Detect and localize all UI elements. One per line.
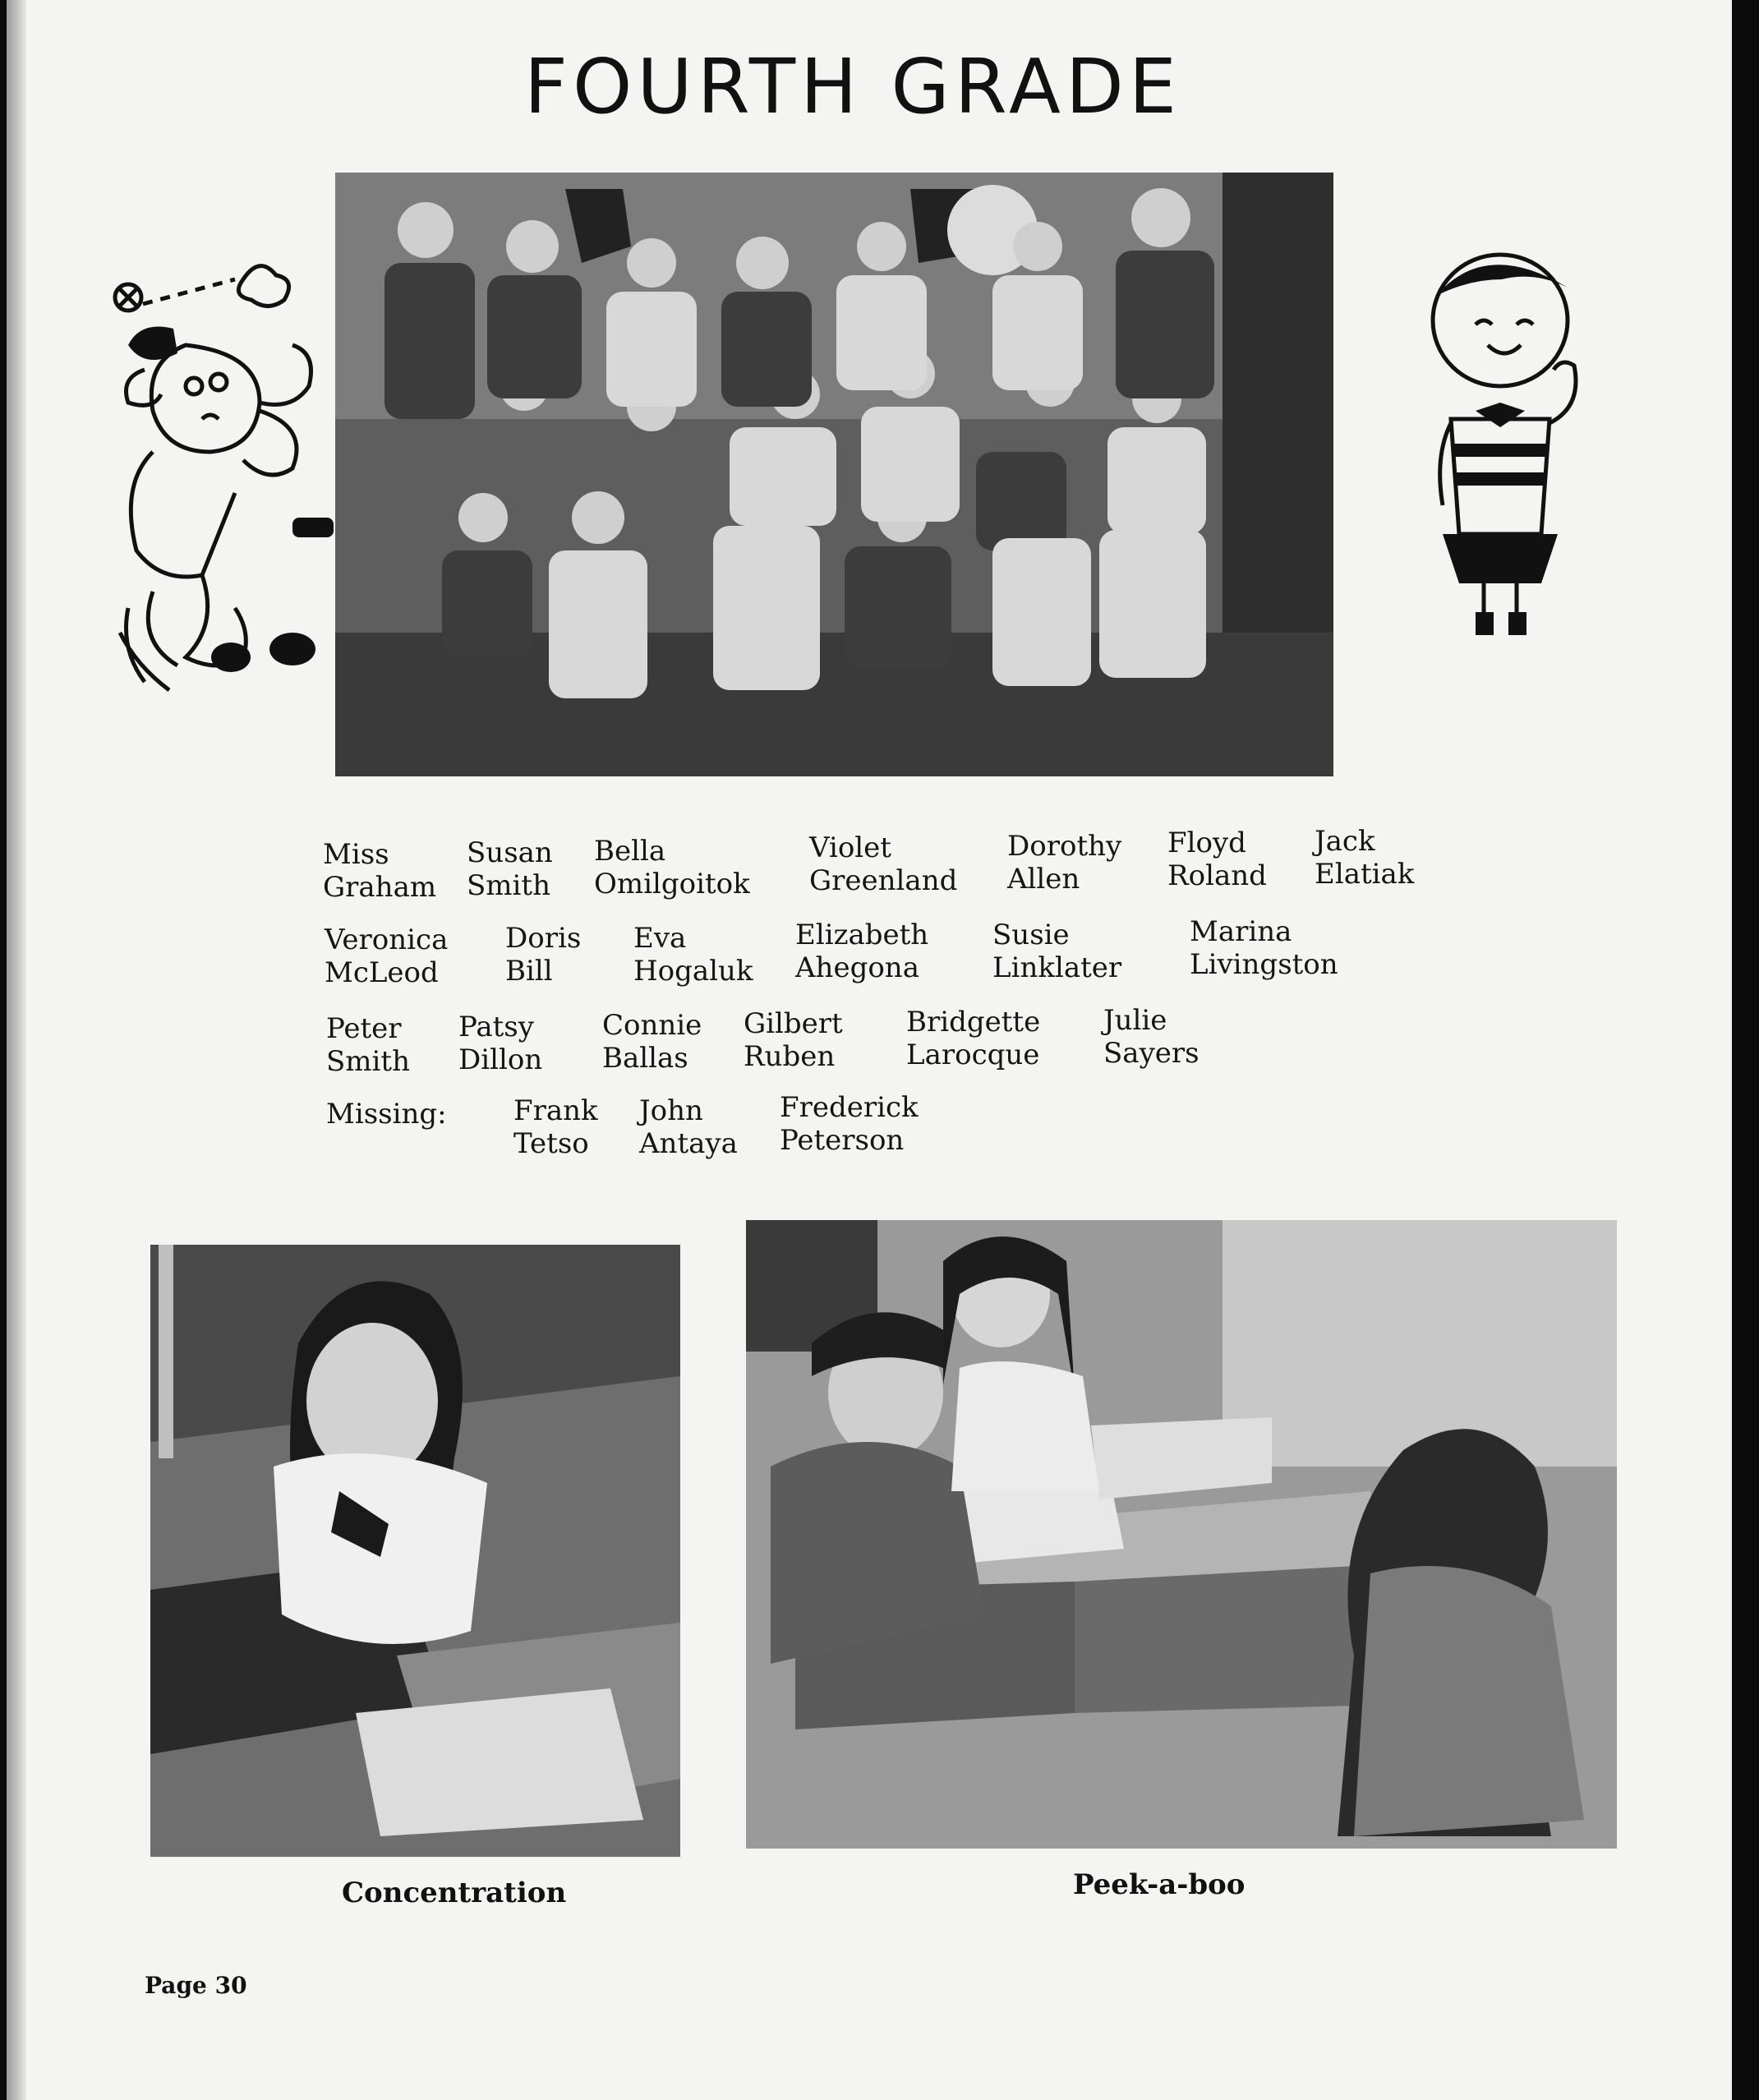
names-row-3: [323, 1001, 1473, 1078]
name-entry: Julie Sayers: [1103, 1004, 1200, 1070]
peek-a-boo-photo: [746, 1220, 1617, 1849]
name-entry: Frederick Peterson: [780, 1091, 919, 1157]
missing-label: Missing:: [326, 1098, 447, 1131]
name-entry: Dorothy Allen: [1007, 830, 1122, 896]
page-spine: [7, 0, 26, 2100]
name-entry: Veronica McLeod: [325, 923, 449, 989]
name-entry: Connie Ballas: [602, 1009, 702, 1075]
page-number: Page 30: [145, 1972, 247, 1999]
peek-a-boo-caption: Peek-a-boo: [1073, 1868, 1246, 1901]
flexing-kid-cartoon-icon: [1418, 246, 1599, 641]
names-row-2: [323, 915, 1473, 989]
name-entry: Floyd Roland: [1167, 827, 1267, 892]
yearbook-page: [7, 0, 1732, 2100]
name-entry: Bridgette Larocque: [906, 1006, 1041, 1071]
name-entry: Patsy Dillon: [458, 1011, 543, 1076]
names-row-1: [323, 825, 1473, 904]
name-entry: Bella Omilgoitok: [594, 835, 750, 900]
name-entry: Jack Elatiak: [1315, 825, 1415, 891]
missing-row: [323, 1083, 1473, 1160]
name-entry: Eva Hogaluk: [633, 922, 753, 988]
name-entry: Violet Greenland: [809, 831, 958, 897]
name-entry: Gilbert Ruben: [744, 1007, 843, 1073]
concentration-caption: Concentration: [342, 1877, 567, 1909]
name-entry: Miss Graham: [323, 838, 437, 904]
page-title: FOURTH GRADE: [524, 43, 1181, 131]
name-entry: Peter Smith: [326, 1012, 410, 1078]
name-entry: Susan Smith: [467, 836, 553, 902]
name-entry: Frank Tetso: [513, 1094, 598, 1160]
name-entry: Doris Bill: [505, 922, 582, 988]
name-entry: Susie Linklater: [992, 919, 1122, 984]
name-entry: John Antaya: [639, 1094, 738, 1160]
class-photo: [335, 173, 1333, 776]
name-entry: Elizabeth Ahegona: [795, 919, 929, 984]
concentration-photo: [150, 1245, 680, 1857]
baseball-catcher-cartoon-icon: [95, 246, 358, 723]
name-entry: Marina Livingston: [1190, 915, 1338, 981]
